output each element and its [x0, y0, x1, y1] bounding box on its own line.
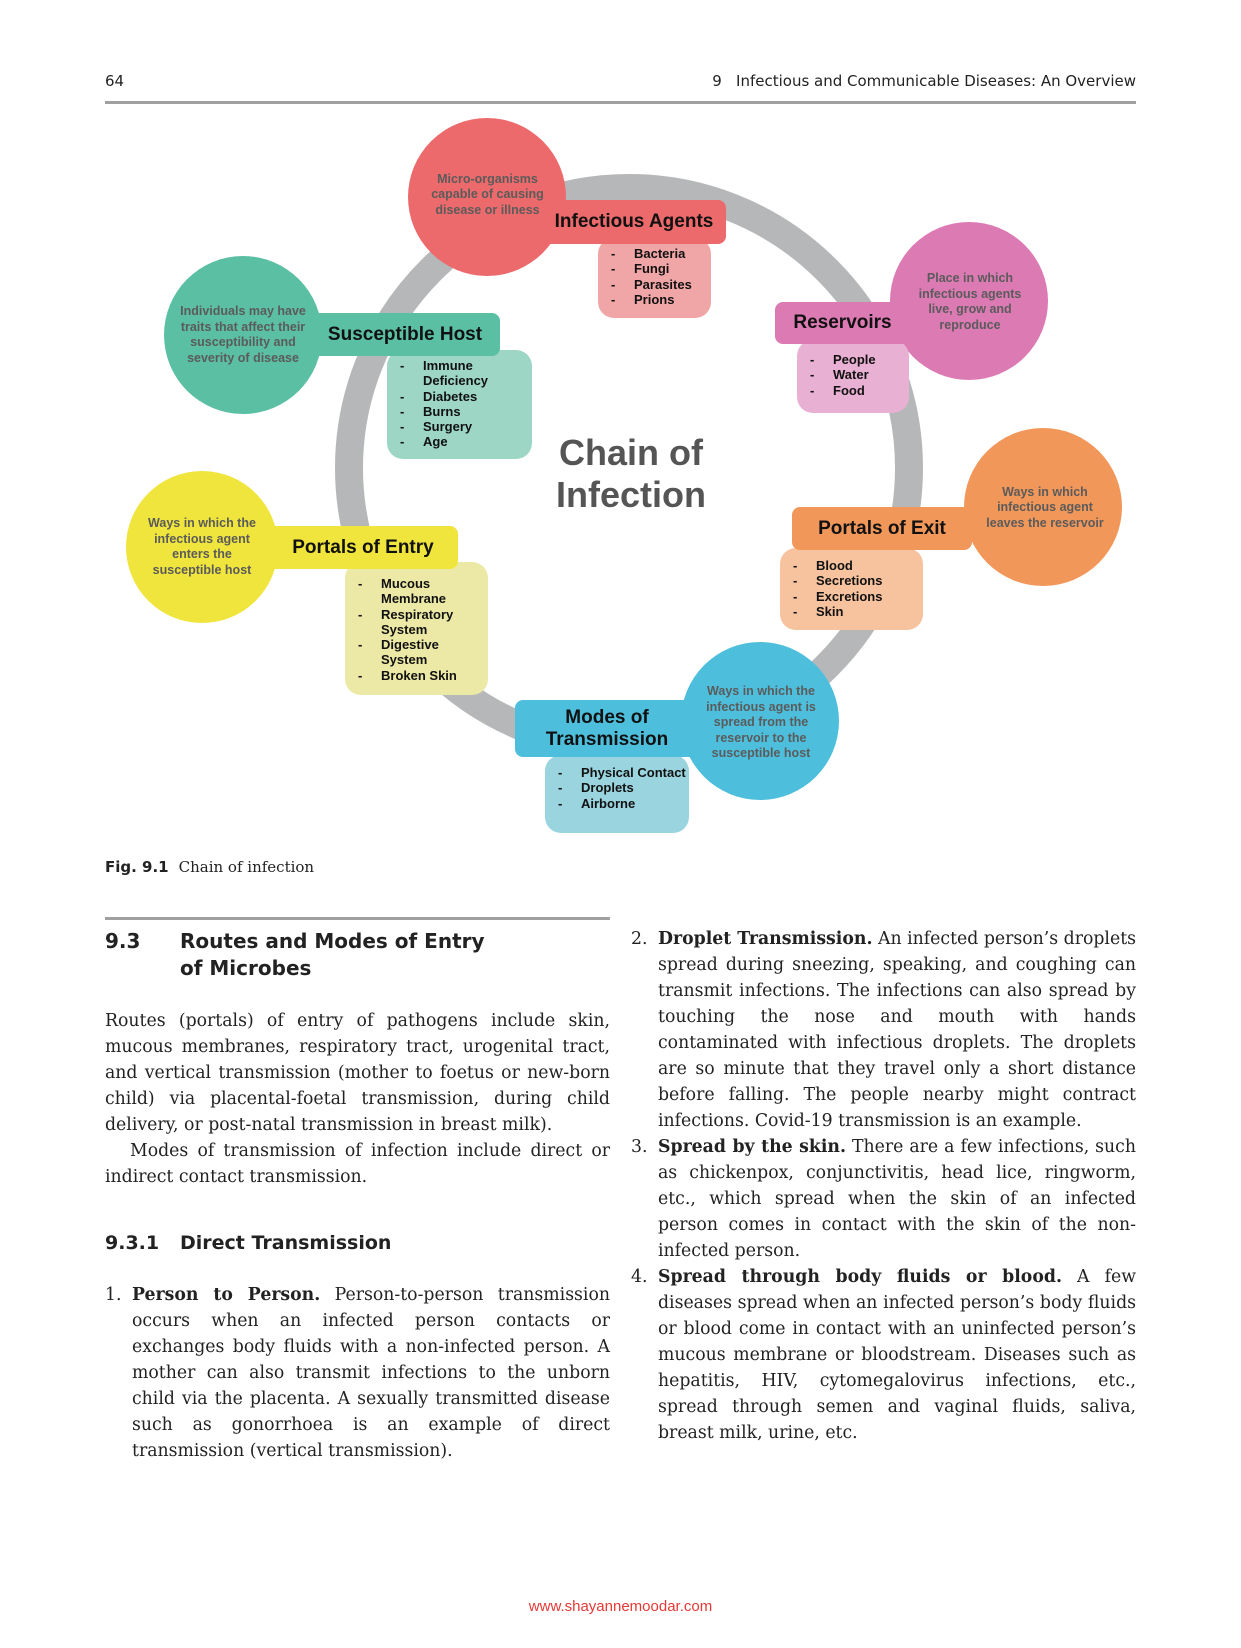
- list-portals-entry: - Mucous Membrane - Respiratory System - Digestive System - Broken Skin: [345, 562, 488, 695]
- subsection-heading: 9.3.1 Direct Transmission: [105, 1232, 392, 1254]
- label-susceptible-host: Susceptible Host: [310, 313, 500, 356]
- desc-infectious-agents: Micro-organisms capable of causing disease or illness: [431, 171, 544, 217]
- list-item: 4. Spread through body fluids or blood. A few diseases spread when an infected person’s body fluids or blood come in contact with an uninfected person’s mucous membrane or bloodstream. Diseases such as hepatitis, HIV, cytomegalovirus infections, etc., spread through semen and vaginal fluids, saliva, breast milk, urine, etc.: [631, 1267, 1136, 1443]
- list-susceptible-host: - Immune Deficiency - Diabetes - Burns - Surgery - Age: [387, 350, 532, 459]
- desc-portals-entry: Ways in which the infectious agent enters the susceptible host: [148, 516, 256, 577]
- section-heading: 9.3 Routes and Modes of Entry of Microbes: [105, 929, 485, 980]
- right-column: [631, 926, 1136, 1446]
- footer-url[interactable]: www.shayannemoodar.com: [528, 1598, 713, 1615]
- list-item: 1. Person to Person. Person-to-person transmission occurs when an infected person contacts or exchanges body fluids with a non-infected person. A mother can also transmit infections to the unborn child via the placenta. A sexually transmitted disease such as gonorrhoea is an example of direct transmission (vertical transmission).: [105, 1285, 610, 1461]
- label-reservoirs: Reservoirs: [775, 302, 910, 344]
- label-portals-exit: Portals of Exit: [792, 507, 972, 550]
- paragraph: Modes of transmission of infection include direct or indirect contact transmission.: [105, 1141, 610, 1187]
- list-reservoirs: - People - Water - Food: [797, 340, 909, 413]
- list-portals-exit: - Blood - Secretions - Excretions - Skin: [780, 548, 923, 630]
- desc-reservoirs: Place in which infectious agents live, grow and reproduce: [918, 271, 1022, 332]
- label-modes-transmission: Modes of Transmission: [515, 700, 699, 757]
- desc-modes-transmission: Ways in which the infectious agent is spread from the reservoir to the susceptible host: [706, 684, 816, 761]
- label-portals-entry: Portals of Entry: [268, 526, 458, 569]
- label-infectious-agents: Infectious Agents: [542, 200, 726, 244]
- desc-susceptible-host: Individuals may have traits that affect their susceptibility and severity of disease: [180, 304, 306, 365]
- left-column: [105, 928, 610, 1464]
- figure-caption: Fig. 9.1 Chain of infection: [105, 858, 315, 876]
- paragraph: Routes (portals) of entry of pathogens include skin, mucous membranes, respiratory tract, urogenital tract, and vertical transmission (mother to foetus or new-born child) via placental-foetal transmission, during child delivery, or post-natal transmission in breast milk).: [105, 1011, 610, 1135]
- list-item: 2. Droplet Transmission. An infected person’s droplets spread during sneezing, speaking, and coughing can transmit infections. The infections can also spread by touching the nose and mouth with hands contaminated with infectious droplets. The droplets are so minute that they travel only a short distance before falling. The people nearby might contract infections. Covid-19 transmission is an example.: [631, 929, 1137, 1131]
- running-header: 9 Infectious and Communicable Diseases: An Overview: [712, 72, 1136, 90]
- list-infectious-agents: - Bacteria - Fungi - Parasites - Prions: [598, 238, 711, 318]
- section-rule: [105, 917, 610, 920]
- list-item: 3. Spread by the skin. There are a few infections, such as chickenpox, conjunctivitis, head lice, ringworm, etc., which spread when the skin of an infected person comes in contact with the skin of the non-infected person.: [631, 1137, 1136, 1261]
- page-number: 64: [105, 72, 125, 90]
- desc-portals-exit: Ways in which infectious agent leaves the reservoir: [986, 484, 1104, 530]
- list-modes-transmission: - Physical Contact - Droplets - Airborne: [545, 755, 689, 833]
- diagram-title: Chain of Infection: [556, 432, 706, 515]
